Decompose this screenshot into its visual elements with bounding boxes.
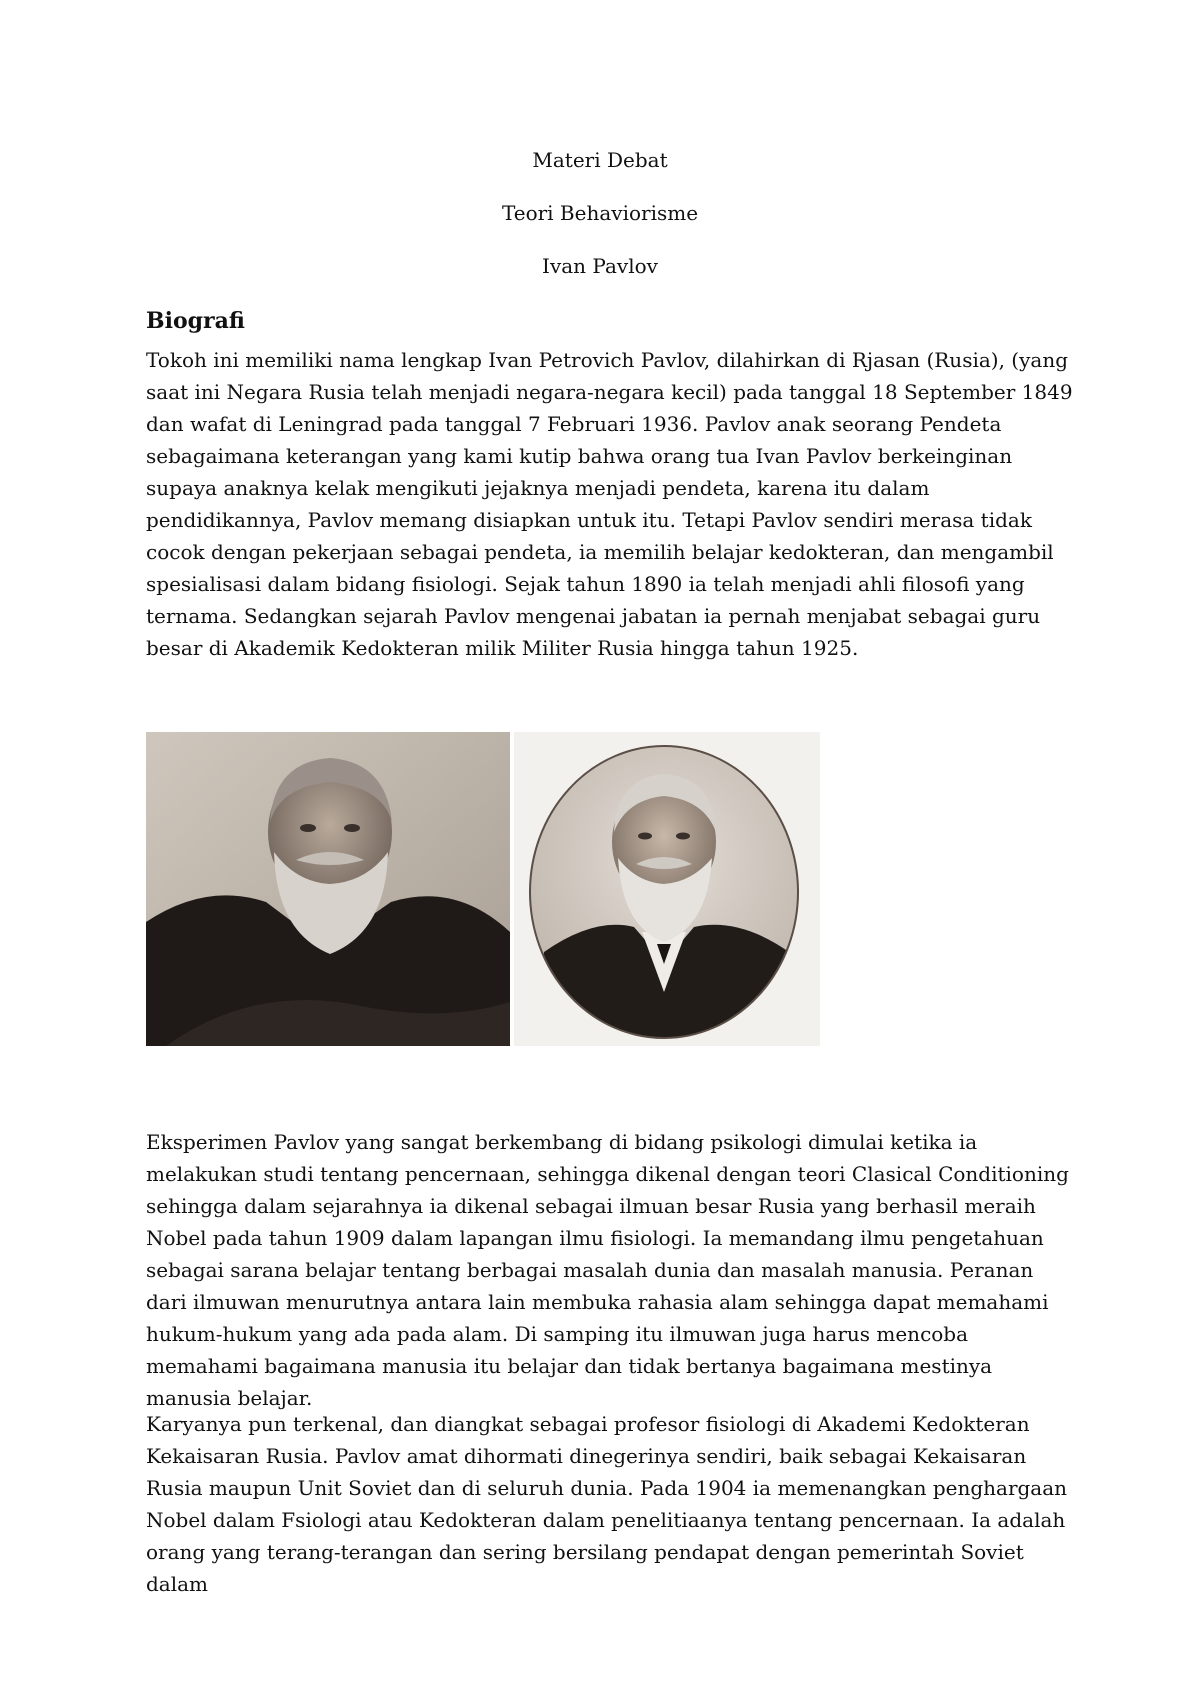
paragraph-experiment: Eksperimen Pavlov yang sangat berkembang di bidang psikologi dimulai ketika ia melakukan studi tentang pencernaan, sehingga dikenal dengan teori Clasical Conditioning sehingga dalam sejarahnya ia dikenal sebagai ilmuan besar Rusia yang berhasil meraih Nobel pada tahun 1909 dalam lapangan ilmu fisiologi. Ia memandang ilmu pengetahuan sebagai sarana belajar tentang berbagai masalah dunia dan masalah manusia. Peranan dari ilmuwan menurutnya antara lain membuka rahasia alam sehingga dapat memahami hukum-hukum yang ada pada alam. Di samping itu ilmuwan juga harus mencoba memahami bagaimana manusia itu belajar dan tidak bertanya bagaimana mestinya manusia belajar. (146, 1130, 1069, 1410)
section-heading-biografi: Biografi (146, 308, 245, 334)
portrait-photo-icon (146, 732, 510, 1046)
doc-title-line-1: Materi Debat (532, 148, 668, 172)
paragraph-career: Karyanya pun terkenal, dan diangkat sebagai profesor fisiologi di Akademi Kedokteran Kekaisaran Rusia. Pavlov amat dihormati dinegerinya sendiri, baik sebagai Kekaisaran Rusia maupun Unit Soviet dan di seluruh dunia. Pada 1904 ia memenangkan penghargaan Nobel dalam Fsiologi atau Kedokteran dalam penelitiaanya tentang pencernaan. Ia adalah orang yang terang-terangan dan sering bersilang pendapat dengan pemerintah Soviet dalam (146, 1412, 1068, 1596)
doc-title-line-3: Ivan Pavlov (542, 254, 658, 278)
oval-portrait-photo-icon (514, 732, 820, 1046)
doc-title-line-2: Teori Behaviorisme (501, 201, 699, 225)
portrait-photos (146, 732, 820, 1046)
paragraph-biography: Tokoh ini memiliki nama lengkap Ivan Petrovich Pavlov, dilahirkan di Rjasan (Rusia), (yang saat ini Negara Rusia telah menjadi negara-negara kecil) pada tanggal 18 September 1849 dan wafat di Leningrad pada tanggal 7 Februari 1936. Pavlov anak seorang Pendeta sebagaimana keterangan yang kami kutip bahwa orang tua Ivan Pavlov berkeinginan supaya anaknya kelak mengikuti jejaknya menjadi pendeta, karena itu dalam pendidikannya, Pavlov memang disiapkan untuk itu. Tetapi Pavlov sendiri merasa tidak cocok dengan pekerjaan sebagai pendeta, ia memilih belajar kedokteran, dan mengambil spesialisasi dalam bidang fisiologi. Sejak tahun 1890 ia telah menjadi ahli filosofi yang ternama. Sedangkan sejarah Pavlov mengenai jabatan ia pernah menjabat sebagai guru besar di Akademik Kedokteran milik Militer Rusia hingga tahun 1925. (146, 348, 1073, 660)
